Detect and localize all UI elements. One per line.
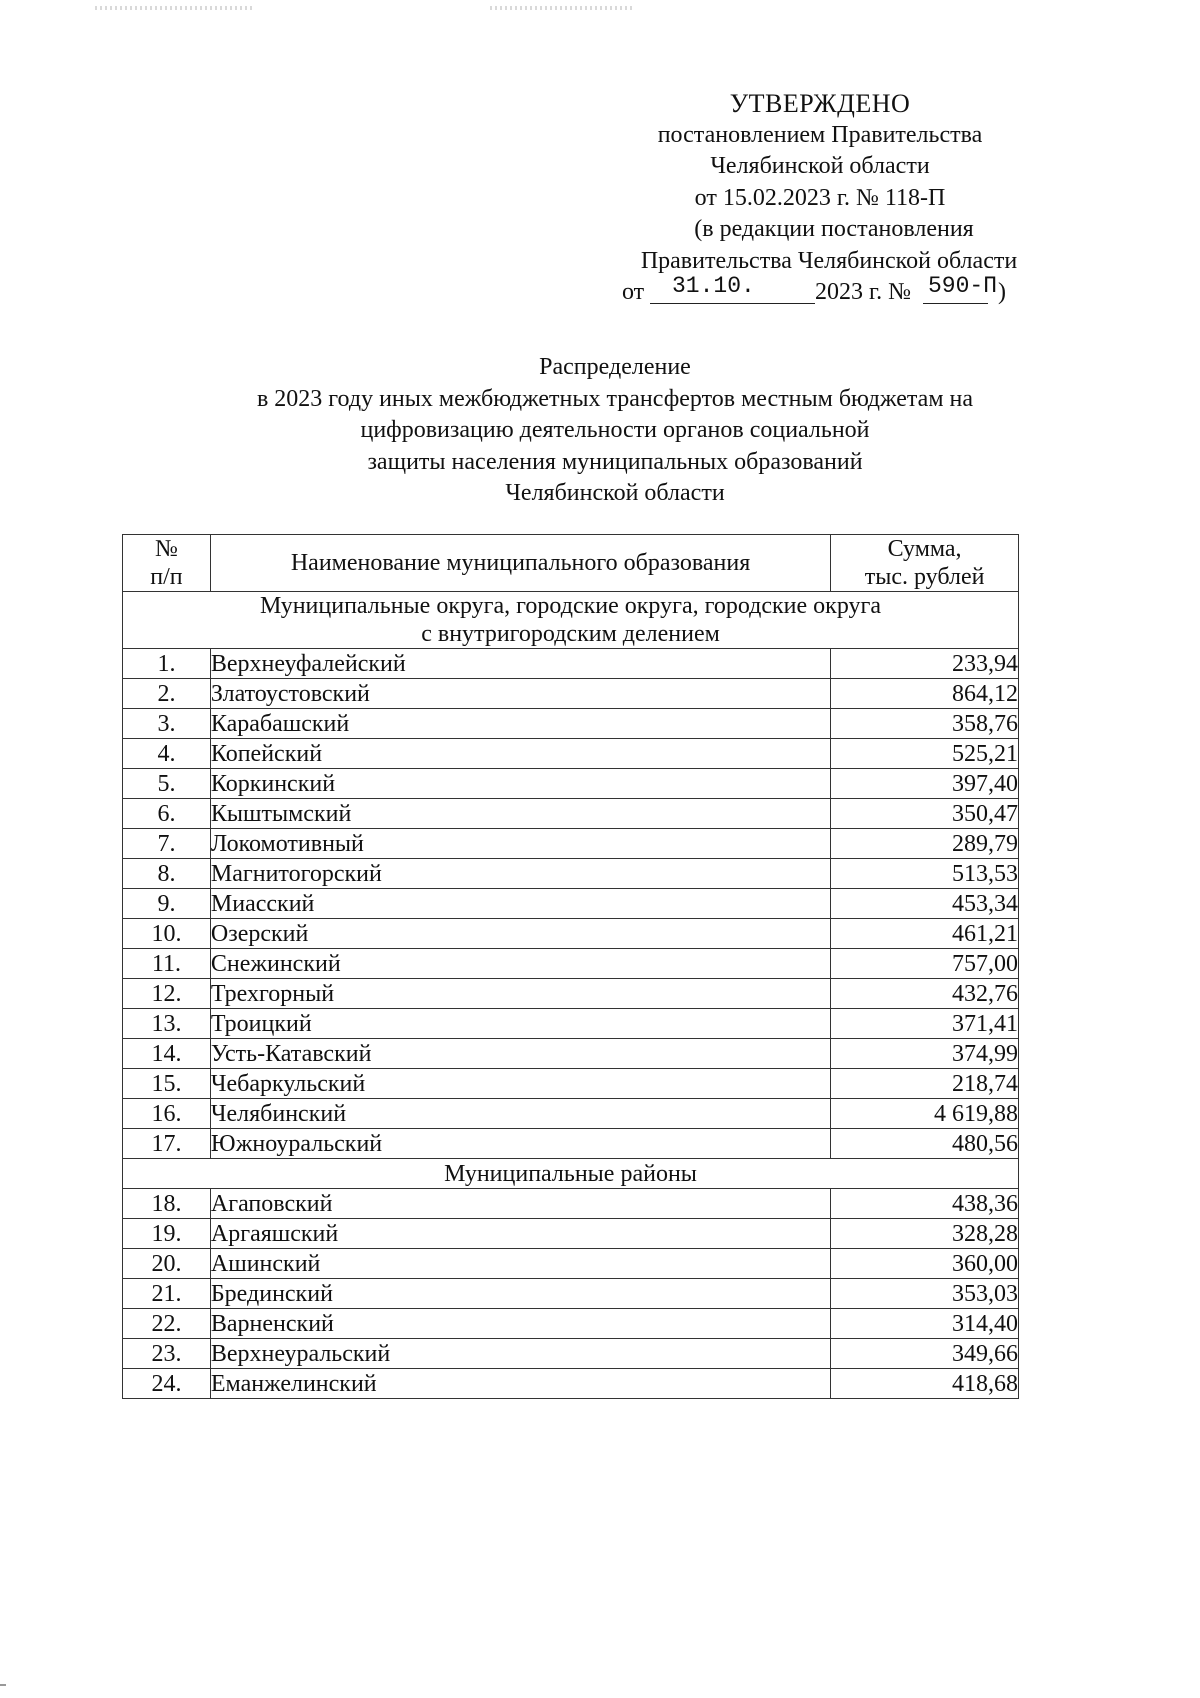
row-number: 15.: [123, 1069, 211, 1099]
municipality-name: Кыштымский: [210, 799, 830, 829]
amount-cell: 525,21: [831, 739, 1019, 769]
amount-cell: 480,56: [831, 1129, 1019, 1159]
date-year: 2023 г. №: [815, 279, 912, 305]
section-header-row: [123, 592, 1019, 649]
amount-cell: 461,21: [831, 919, 1019, 949]
approval-line: от 15.02.2023 г. № 118-П: [694, 184, 946, 211]
table-row: [123, 1039, 1019, 1069]
amount-cell: 397,40: [831, 769, 1019, 799]
municipality-name: Миасский: [210, 889, 830, 919]
table-row: [123, 1339, 1019, 1369]
row-number: 22.: [123, 1309, 211, 1339]
row-number: 24.: [123, 1369, 211, 1399]
municipality-name: Варненский: [210, 1309, 830, 1339]
amount-cell: 353,03: [831, 1279, 1019, 1309]
amendment-date-line: [600, 273, 1040, 309]
municipality-name: Верхнеуфалейский: [210, 649, 830, 679]
heading-line: защиты населения муниципальных образований: [367, 448, 863, 475]
amount-cell: 328,28: [831, 1219, 1019, 1249]
amount-cell: 432,76: [831, 979, 1019, 1009]
amount-cell: 349,66: [831, 1339, 1019, 1369]
table-row: [123, 949, 1019, 979]
table-row: [123, 739, 1019, 769]
municipality-name: Брединский: [210, 1279, 830, 1309]
scan-artifact: [0, 1684, 6, 1686]
document-heading: [200, 352, 1030, 510]
municipality-name: Агаповский: [210, 1189, 830, 1219]
municipality-name: Локомотивный: [210, 829, 830, 859]
row-number: 10.: [123, 919, 211, 949]
municipality-name: Карабашский: [210, 709, 830, 739]
amount-cell: 358,76: [831, 709, 1019, 739]
heading-line: в 2023 году иных межбюджетных трансфертов местным бюджетам на: [256, 385, 974, 412]
approval-title: УТВЕРЖДЕНО: [729, 89, 911, 118]
amount-cell: 513,53: [831, 859, 1019, 889]
municipality-name: Чебаркульский: [210, 1069, 830, 1099]
table-header-row: [123, 535, 1019, 592]
amount-cell: 374,99: [831, 1039, 1019, 1069]
municipality-name: Коркинский: [210, 769, 830, 799]
heading-line: цифровизацию деятельности органов социальной: [360, 417, 870, 443]
section-header-row: [123, 1159, 1019, 1189]
row-number: 21.: [123, 1279, 211, 1309]
table-row: [123, 1279, 1019, 1309]
municipality-name: Южноуральский: [210, 1129, 830, 1159]
municipality-name: Усть-Катавский: [210, 1039, 830, 1069]
approval-line: (в редакции постановления: [694, 216, 974, 242]
row-number: 8.: [123, 859, 211, 889]
table-row: [123, 919, 1019, 949]
handwritten-number: 590-П: [928, 273, 998, 299]
municipality-name: Снежинский: [210, 949, 830, 979]
row-number: 9.: [123, 889, 211, 919]
row-number: 16.: [123, 1099, 211, 1129]
amount-cell: 371,41: [831, 1009, 1019, 1039]
table-row: [123, 1219, 1019, 1249]
row-number: 17.: [123, 1129, 211, 1159]
date-prefix: от: [622, 279, 645, 305]
row-number: 23.: [123, 1339, 211, 1369]
row-number: 6.: [123, 799, 211, 829]
row-number: 3.: [123, 709, 211, 739]
scan-artifact: [490, 6, 635, 10]
row-number: 13.: [123, 1009, 211, 1039]
table-row: [123, 1069, 1019, 1099]
table-row: [123, 1369, 1019, 1399]
municipality-name: Ашинский: [210, 1249, 830, 1279]
date-underline: [650, 303, 815, 304]
header-sum: Сумма, тыс. рублей: [831, 535, 1019, 592]
amount-cell: 438,36: [831, 1189, 1019, 1219]
municipality-name: Верхнеуральский: [210, 1339, 830, 1369]
approval-line: Челябинской области: [710, 153, 930, 179]
amount-cell: 864,12: [831, 679, 1019, 709]
table-row: [123, 889, 1019, 919]
municipality-name: Златоустовский: [210, 679, 830, 709]
approval-line: постановлением Правительства: [657, 121, 983, 148]
scan-artifact: [95, 6, 255, 10]
table-row: [123, 1249, 1019, 1279]
handwritten-date: 31.10.: [672, 273, 755, 299]
table-row: [123, 649, 1019, 679]
table-row: [123, 829, 1019, 859]
table-row: [123, 1009, 1019, 1039]
amount-cell: 233,94: [831, 649, 1019, 679]
row-number: 4.: [123, 739, 211, 769]
header-number: № п/п: [123, 535, 211, 592]
table-row: [123, 1309, 1019, 1339]
table-row: [123, 979, 1019, 1009]
municipality-name: Аргаяшский: [210, 1219, 830, 1249]
table-row: [123, 799, 1019, 829]
section-title: Муниципальные округа, городские округа, городские округа с внутригородским делением: [123, 592, 1019, 649]
closing-paren: ): [998, 279, 1006, 305]
distribution-table: [122, 534, 1019, 1399]
row-number: 1.: [123, 649, 211, 679]
table-row: [123, 769, 1019, 799]
table-row: [123, 859, 1019, 889]
municipality-name: Троицкий: [210, 1009, 830, 1039]
header-name: Наименование муниципального образования: [210, 535, 830, 592]
row-number: 18.: [123, 1189, 211, 1219]
row-number: 19.: [123, 1219, 211, 1249]
amount-cell: 218,74: [831, 1069, 1019, 1099]
amount-cell: 453,34: [831, 889, 1019, 919]
table-row: [123, 679, 1019, 709]
section-title: Муниципальные районы: [123, 1159, 1019, 1189]
row-number: 14.: [123, 1039, 211, 1069]
row-number: 12.: [123, 979, 211, 1009]
municipality-name: Трехгорный: [210, 979, 830, 1009]
amount-cell: 350,47: [831, 799, 1019, 829]
approval-line: Правительства Челябинской области: [640, 247, 1018, 274]
municipality-name: Озерский: [210, 919, 830, 949]
row-number: 5.: [123, 769, 211, 799]
amount-cell: 289,79: [831, 829, 1019, 859]
heading-line: Челябинской области: [505, 480, 725, 506]
municipality-name: Магнитогорский: [210, 859, 830, 889]
row-number: 11.: [123, 949, 211, 979]
number-underline: [923, 303, 988, 304]
amount-cell: 314,40: [831, 1309, 1019, 1339]
amount-cell: 418,68: [831, 1369, 1019, 1399]
amount-cell: 757,00: [831, 949, 1019, 979]
row-number: 7.: [123, 829, 211, 859]
approval-stamp: [600, 88, 1040, 309]
municipality-name: Копейский: [210, 739, 830, 769]
amount-cell: 360,00: [831, 1249, 1019, 1279]
municipality-name: Челябинский: [210, 1099, 830, 1129]
table-row: [123, 1099, 1019, 1129]
row-number: 20.: [123, 1249, 211, 1279]
amount-cell: 4 619,88: [831, 1099, 1019, 1129]
heading-line: Распределение: [539, 354, 691, 380]
row-number: 2.: [123, 679, 211, 709]
table-row: [123, 709, 1019, 739]
municipality-name: Еманжелинский: [210, 1369, 830, 1399]
table-row: [123, 1189, 1019, 1219]
table-row: [123, 1129, 1019, 1159]
